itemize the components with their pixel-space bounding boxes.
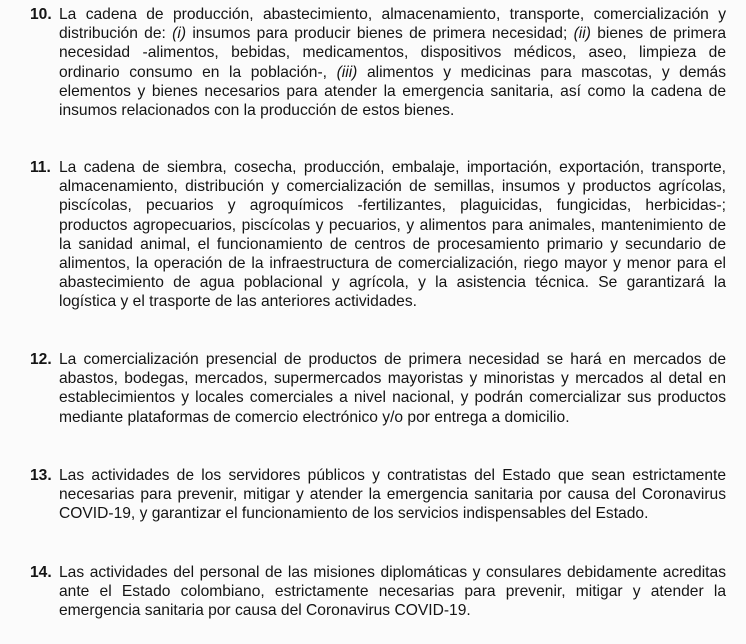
text-segment-italic: (ii) bbox=[573, 25, 591, 43]
text-segment: insumos para producir bienes de primera necesidad; bbox=[186, 25, 574, 43]
item-number: 11. bbox=[30, 159, 51, 176]
item-number: 10. bbox=[30, 6, 52, 23]
text-segment-italic: (iii) bbox=[336, 63, 358, 81]
list-item-12 bbox=[30, 350, 726, 427]
item-text bbox=[59, 350, 726, 427]
item-text bbox=[59, 5, 726, 120]
text-segment: alimentos y medicinas para mascotas, y demás elementos y bienes necesarios para atender la emergencia sanitaria, así como la cadena de insumos relacionados con la producción de estos bienes. bbox=[59, 63, 726, 120]
list-item-13 bbox=[30, 466, 726, 524]
text-segment: bienes de primera necesidad -alimentos, bebidas, medicamentos, dispositivos médicos, aseo, limpieza de ordinario consumo en la población-, bbox=[59, 25, 726, 81]
list-item-11 bbox=[30, 158, 726, 312]
item-text bbox=[59, 158, 726, 312]
item-text bbox=[59, 563, 726, 621]
text-segment-italic: (i) bbox=[172, 25, 187, 43]
list-item-14 bbox=[30, 563, 726, 621]
item-number: 14. bbox=[30, 564, 52, 581]
item-number: 13. bbox=[30, 467, 52, 484]
text-segment: La cadena de siembra, cosecha, producción, embalaje, importación, exportación, transporte, almacenamiento, distribución y comercialización de semillas, insumos y productos agrícolas, piscícolas, pecuarios y agroquímicos -fertilizantes, plaguicidas, fungicidas, herbicidas-; productos agropecuarios, piscícolas y pecuarios, y alimentos para animales, mantenimiento de la sanidad animal, el funcionamiento de centros de procesamiento primario y secundario de alimentos, la operación de la infraestructura de comercialización, riego mayor y menor para el abastecimiento de agua poblacional y agrícola, y la asistencia técnica. Se garantizará la logística y el trasporte de las anteriores actividades. bbox=[59, 159, 726, 311]
list-item-10 bbox=[30, 5, 726, 120]
text-segment: La cadena de producción, abastecimiento, almacenamiento, transporte, comercialización y distribución de: bbox=[59, 6, 726, 43]
item-number: 12. bbox=[30, 351, 52, 368]
text-segment: La comercialización presencial de productos de primera necesidad se hará en mercados de abastos, bodegas, mercados, supermercados mayoristas y minoristas y mercados al detal en establecimientos y locales comerciales a nivel nacional, y podrán comercializar sus productos mediante plataformas de comercio electrónico y/o por entrega a domicilio. bbox=[59, 351, 726, 426]
text-segment: Las actividades de los servidores públicos y contratistas del Estado que sean estrictamente necesarias para prevenir, mitigar y atender la emergencia sanitaria por causa del Coronavirus COVID-19, y garantizar el funcionamiento de los servicios indispensables del Estado. bbox=[59, 467, 726, 523]
item-text bbox=[59, 466, 726, 524]
text-segment: Las actividades del personal de las misiones diplomáticas y consulares debidamente acreditas ante el Estado colombiano, estrictamente necesarias para prevenir, mitigar y atender la emergencia sanitaria por causa del Coronavirus COVID-19. bbox=[59, 564, 726, 620]
